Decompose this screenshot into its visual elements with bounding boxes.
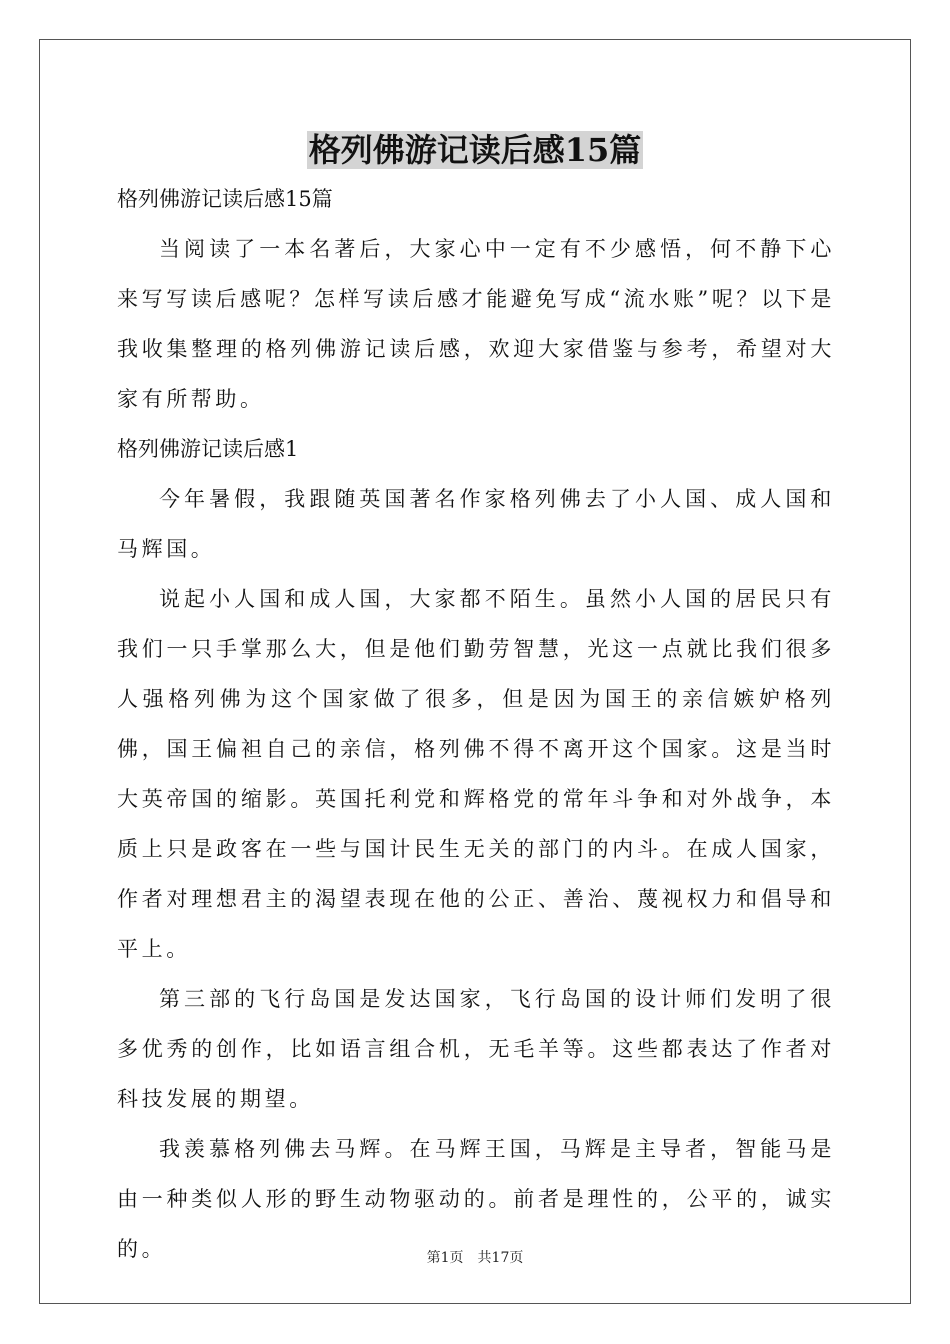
page-footer <box>0 1247 950 1267</box>
body-paragraph: 我羡慕格列佛去马辉。在马辉王国，马辉是主导者，智能马是由一种类似人形的野生动物驱动的。前者是理性的，公平的，诚实的。 <box>117 1137 835 1261</box>
body-paragraph: 第三部的飞行岛国是发达国家，飞行岛国的设计师们发明了很多优秀的创作，比如语言组合机，无毛羊等。这些都表达了作者对科技发展的期望。 <box>117 987 835 1111</box>
document-title-text: 格列佛游记读后感15篇 <box>308 131 642 169</box>
intro-paragraph: 当阅读了一本名著后，大家心中一定有不少感悟，何不静下心来写写读后感呢？怎样写读后感才能避免写成“流水账”呢？以下是我收集整理的格列佛游记读后感，欢迎大家借鉴与参考，希望对大家有所帮助。 <box>117 237 835 411</box>
document-title <box>0 126 950 174</box>
body-paragraph: 今年暑假，我跟随英国著名作家格列佛去了小人国、成人国和马辉国。 <box>117 487 835 561</box>
document-subtitle: 格列佛游记读后感15篇 <box>117 187 333 211</box>
page-number: 第1页 共17页 <box>426 1250 524 1266</box>
document-body <box>117 174 835 1274</box>
body-paragraph: 说起小人国和成人国，大家都不陌生。虽然小人国的居民只有我们一只手掌那么大，但是他们勤劳智慧，光这一点就比我们很多人强格列佛为这个国家做了很多，但是因为国王的亲信嫉妒格列佛，国王偏袒自己的亲信，格列佛不得不离开这个国家。这是当时大英帝国的缩影。英国托利党和辉格党的常年斗争和对外战争，本质上只是政客在一些与国计民生无关的部门的内斗。在成人国家，作者对理想君主的渴望表现在他的公正、善治、蔑视权力和倡导和平上。 <box>117 587 835 961</box>
section-heading: 格列佛游记读后感1 <box>117 437 299 461</box>
